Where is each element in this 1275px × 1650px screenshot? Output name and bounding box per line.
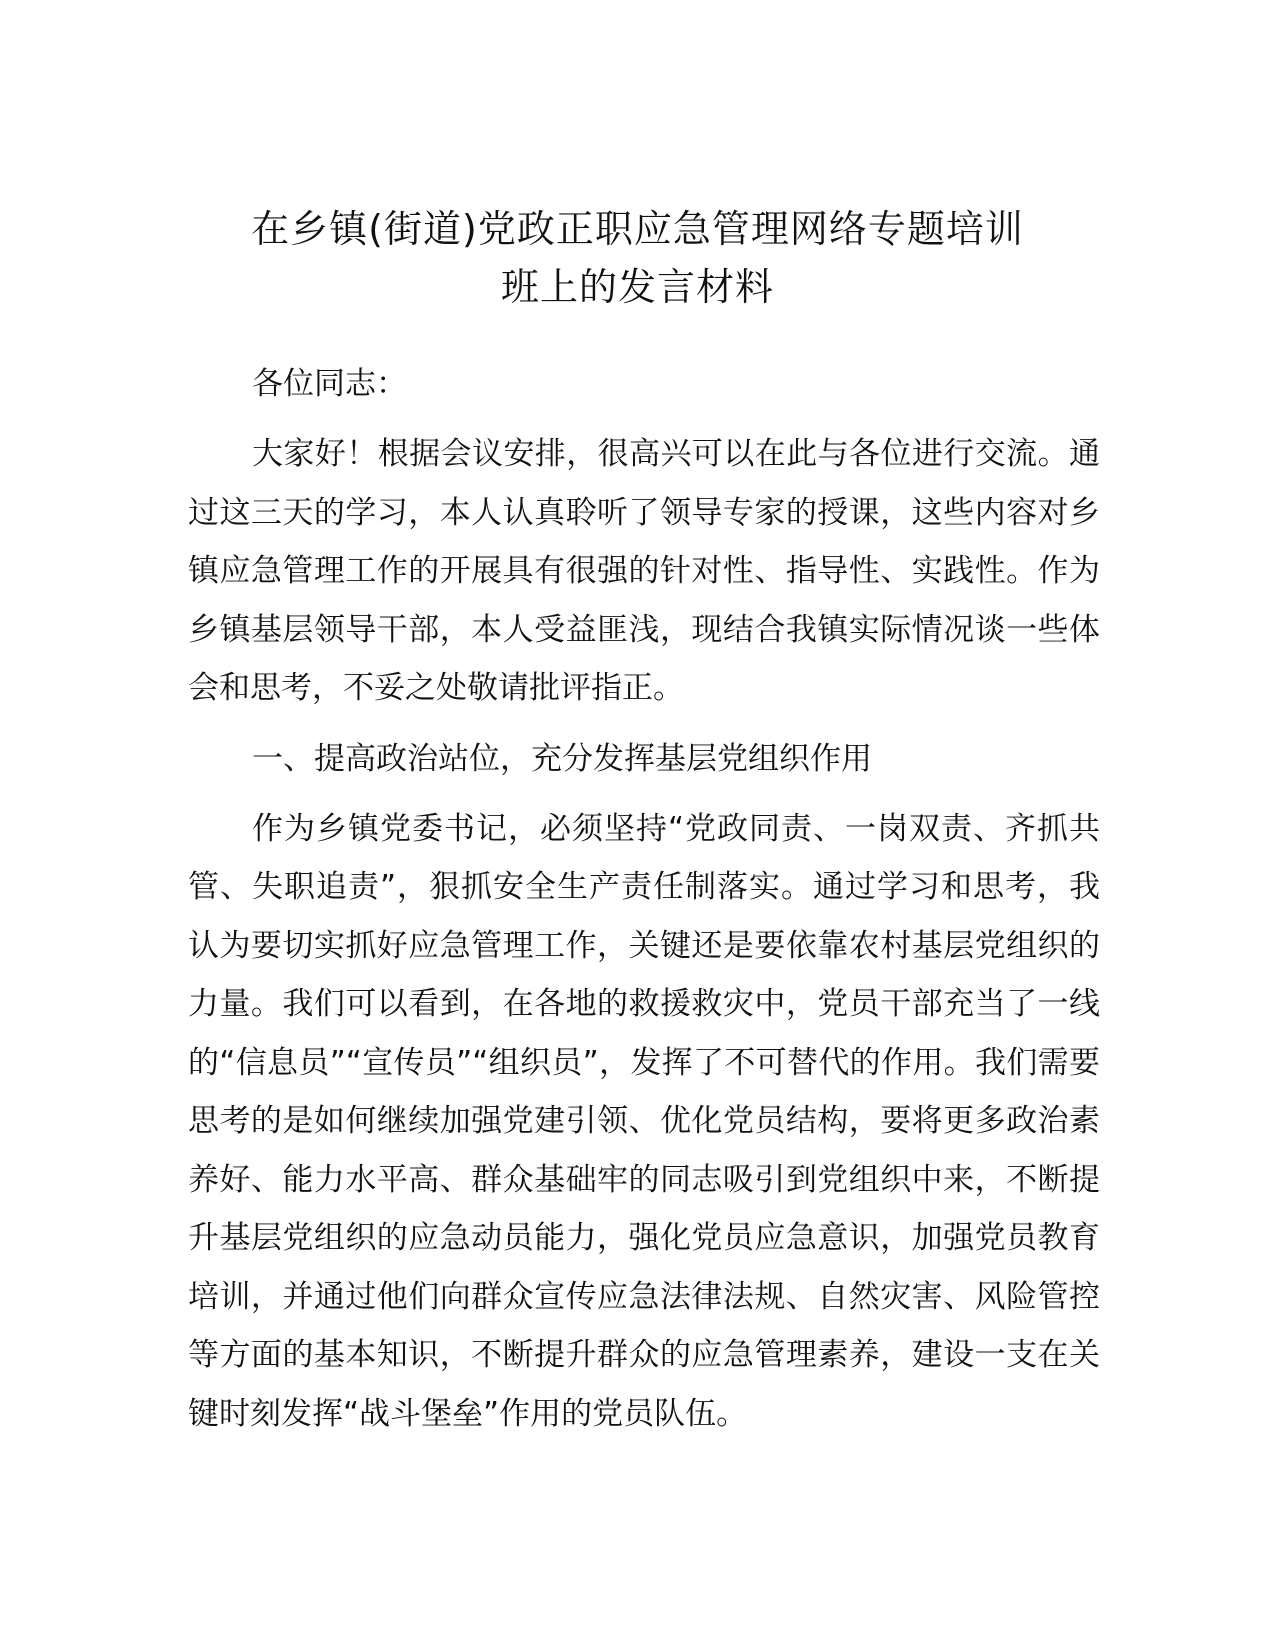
document-body [188, 355, 1100, 1455]
greeting: 各位同志： [252, 366, 407, 402]
section-heading: 一、提高政治站位，充分发挥基层党组织作用 [252, 740, 872, 777]
paragraph-section-1: 作为乡镇党委书记，必须坚持“党政同责、一岗双责、齐抓共管、失职追责”，狠抓安全生产责任制落实。通过学习和思考，我认为要切实抓好应急管理工作，关键还是要依靠农村基层党组织的力量。我们可以看到，在各地的救援救灾中，党员干部充当了一线的“信息员”“宣传员”“组织员”，发挥了不可替代的作用。我们需要思考的是如何继续加强党建引领、优化党员结构，要将更多政治素养好、能力水平高、群众基础牢的同志吸引到党组织中来，不断提升基层党组织的应急动员能力，强化党员应急意识，加强党员教育培训，并通过他们向群众宣传应急法律法规、自然灾害、风险管控等方面的基本知识，不断提升群众的应急管理素养，建设一支在关键时刻发挥“战斗堡垒”作用的党员队伍。 [188, 810, 1100, 1432]
paragraph-intro: 大家好！根据会议安排，很高兴可以在此与各位进行交流。通过这三天的学习，本人认真聆听了领导专家的授课，这些内容对乡镇应急管理工作的开展具有很强的针对性、指导性、实践性。作为乡镇基层领导干部，本人受益匪浅，现结合我镇实际情况谈一些体会和思考，不妥之处敬请批评指正。 [188, 436, 1100, 706]
title-line-1: 在乡镇(街道)党政正职应急管理网络专题培训 [251, 207, 1024, 251]
title-line-2: 班上的发言材料 [500, 265, 774, 309]
document-title [180, 200, 1095, 316]
